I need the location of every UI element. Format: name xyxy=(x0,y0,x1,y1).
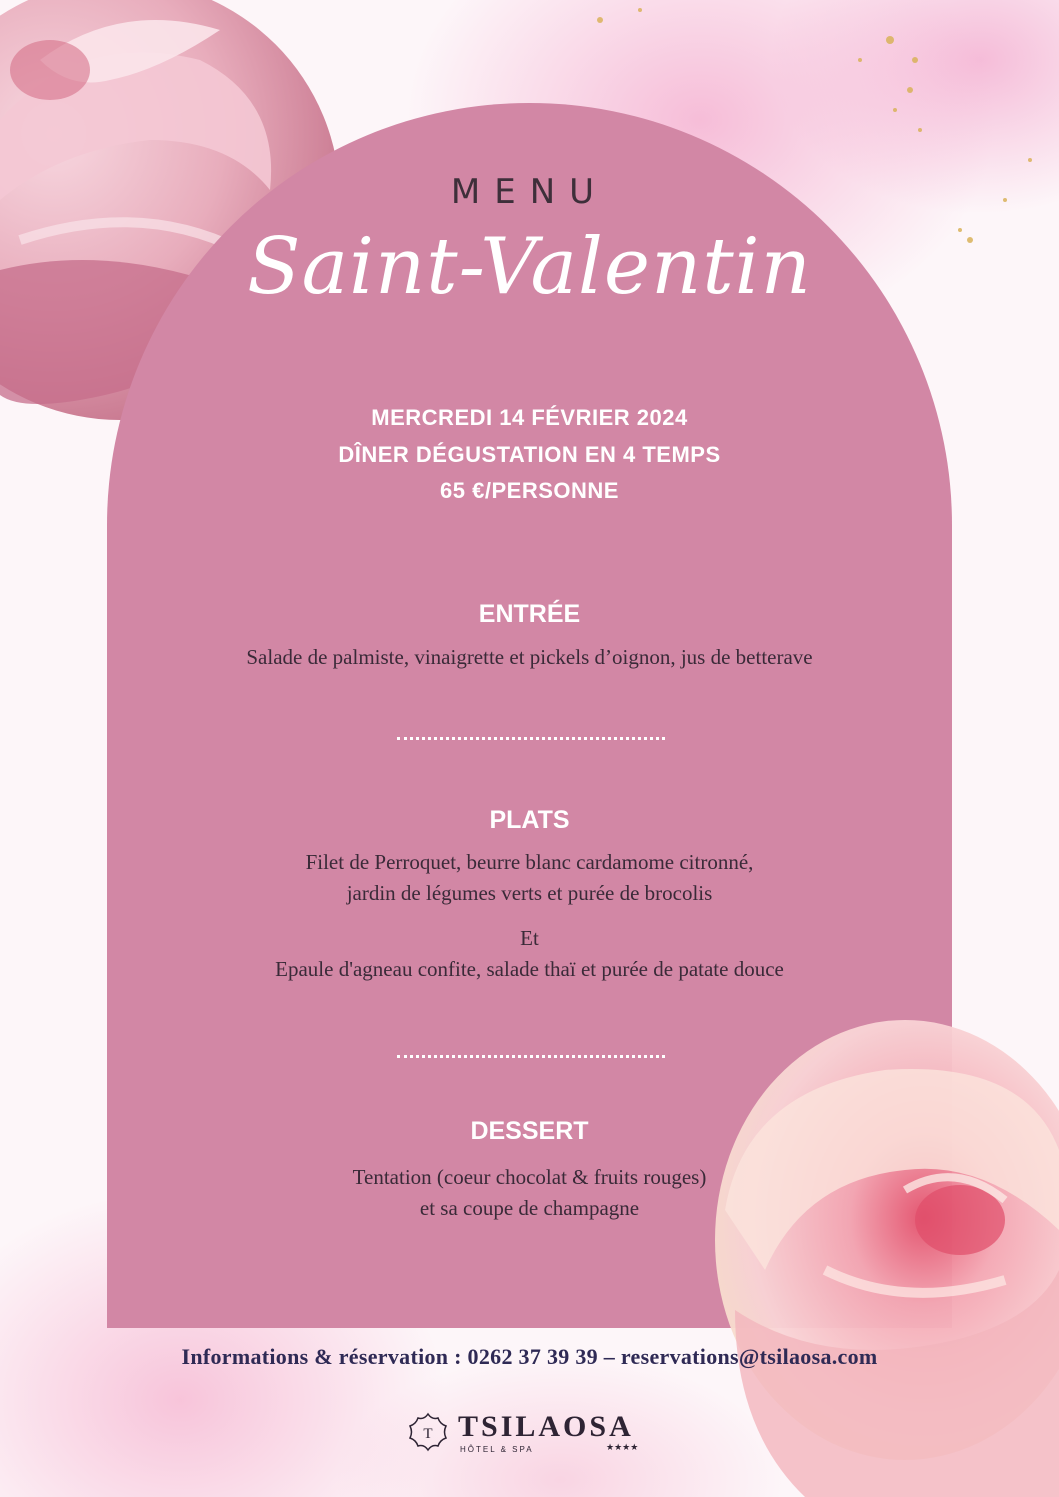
section-title-plats: PLATS xyxy=(489,806,570,834)
section-title-dessert: DESSERT xyxy=(470,1117,589,1145)
event-date: MERCREDI 14 FÉVRIER 2024 xyxy=(371,405,688,430)
dish-plat-1-line2: jardin de légumes verts et purée de brocolis xyxy=(346,881,713,905)
dish-dessert-line2: et sa coupe de champagne xyxy=(419,1196,640,1220)
event-format: DÎNER DÉGUSTATION EN 4 TEMPS xyxy=(338,442,721,467)
hotel-name: TSILAOSA xyxy=(458,1410,634,1443)
contact-info: Informations & réservation : 0262 37 39 39 – reservations@tsilaosa.com xyxy=(181,1344,878,1369)
menu-heading: MENU xyxy=(450,172,609,212)
hotel-logo xyxy=(0,1408,1059,1458)
section-title-entree: ENTRÉE xyxy=(478,600,581,628)
svg-text:T: T xyxy=(423,1426,433,1442)
event-price: 65 €/PERSONNE xyxy=(440,478,619,503)
section-divider xyxy=(397,1055,665,1058)
section-divider xyxy=(397,737,665,740)
dish-dessert-line1: Tentation (coeur chocolat & fruits rouges) xyxy=(352,1165,707,1189)
hotel-emblem-icon xyxy=(408,1412,448,1452)
dish-plat-2: Epaule d'agneau confite, salade thaï et purée de patate douce xyxy=(275,957,784,981)
dish-entree: Salade de palmiste, vinaigrette et pickels d’oignon, jus de betterave xyxy=(246,645,813,669)
page-title: Saint-Valentin xyxy=(247,222,812,312)
dish-plat-1-line1: Filet de Perroquet, beurre blanc cardamome citronné, xyxy=(305,850,754,874)
hotel-stars: ★★★★ xyxy=(606,1443,639,1453)
dish-connector: Et xyxy=(520,926,539,950)
hotel-subtitle: HÔTEL & SPA xyxy=(460,1445,534,1454)
